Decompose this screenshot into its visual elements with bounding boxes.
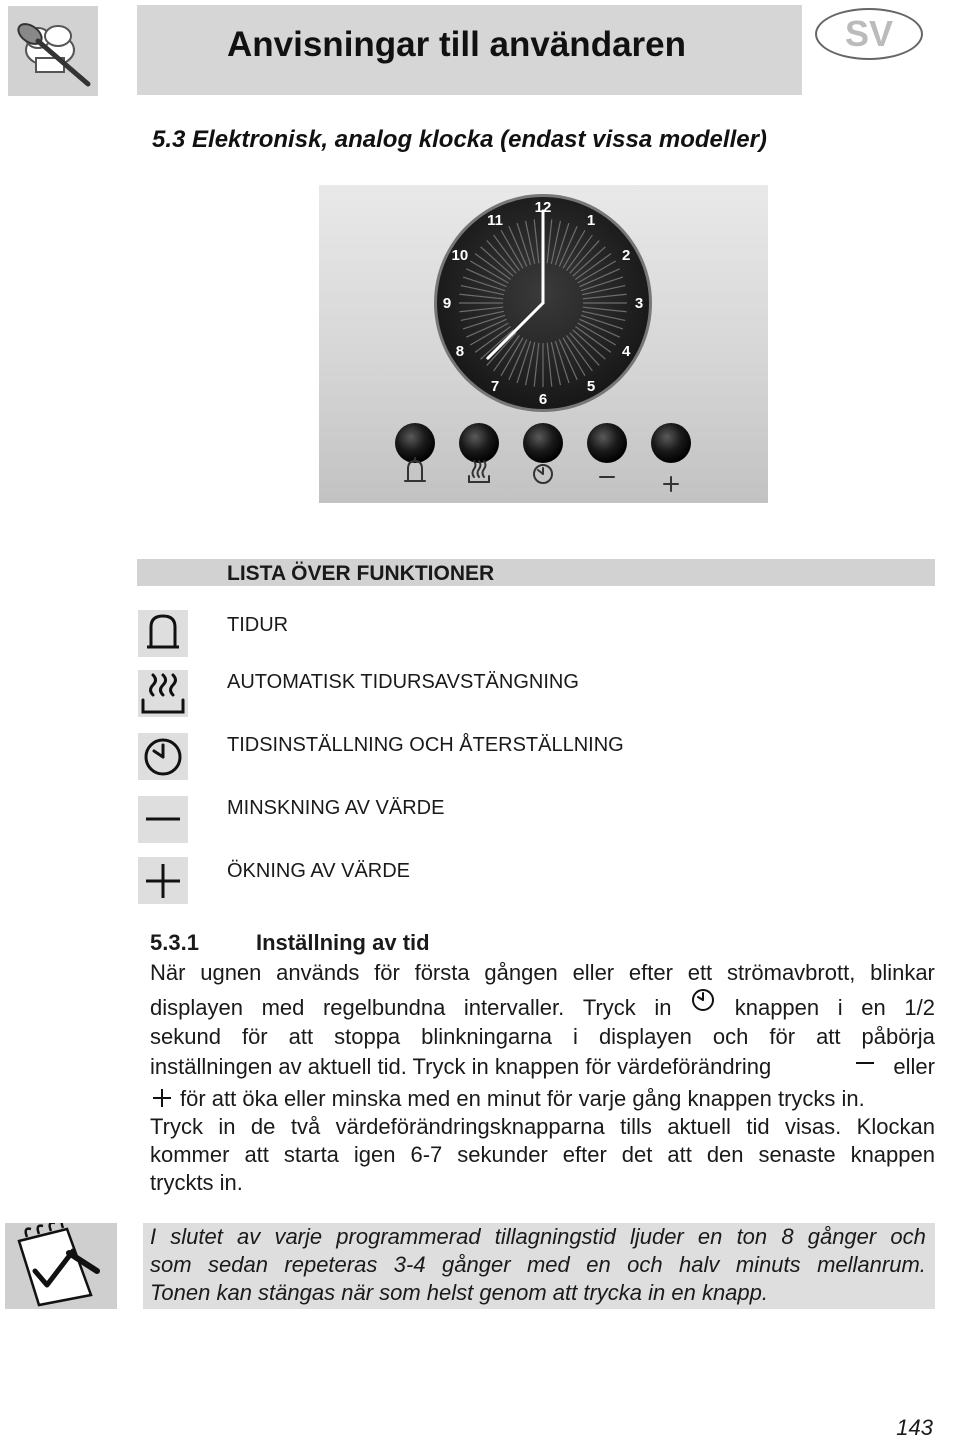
word: och bbox=[712, 1024, 749, 1049]
bell-icon bbox=[138, 610, 188, 657]
word: halv bbox=[679, 1252, 720, 1277]
word: ljuder bbox=[629, 1224, 684, 1249]
word: en bbox=[697, 1224, 723, 1249]
subsection-number: 5.3.1 bbox=[150, 930, 199, 955]
dial-number: 11 bbox=[487, 211, 503, 229]
word: de bbox=[250, 1114, 276, 1139]
word: minuts bbox=[735, 1252, 801, 1277]
word: 3-4 bbox=[393, 1252, 426, 1277]
word: strömavbrott, bbox=[726, 960, 856, 985]
function-icon-box bbox=[138, 610, 188, 657]
function-list-header bbox=[137, 559, 935, 586]
page-number: 143 bbox=[896, 1415, 933, 1440]
word: knappen bbox=[734, 995, 820, 1020]
function-icon-box bbox=[138, 670, 188, 717]
note-line-2 bbox=[150, 1252, 926, 1278]
word: blinkningarna bbox=[421, 1024, 553, 1049]
note-box bbox=[143, 1223, 935, 1309]
function-icon-box bbox=[138, 857, 188, 904]
body-line-4-end: eller bbox=[893, 1054, 935, 1079]
word: att bbox=[816, 1024, 841, 1049]
function-label-timer: TIDUR bbox=[227, 614, 289, 636]
word: in bbox=[218, 1114, 236, 1139]
function-label-decrease: MINSKNING AV VÄRDE bbox=[227, 797, 445, 819]
control-button bbox=[459, 423, 499, 463]
word: det bbox=[621, 1142, 653, 1167]
section-heading: 5.3 Elektronisk, analog klocka (endast vissa modeller) bbox=[152, 126, 767, 153]
clock-control-panel bbox=[319, 185, 768, 503]
clock-icon bbox=[138, 733, 188, 780]
body-line-3 bbox=[150, 1024, 935, 1050]
word: med bbox=[261, 995, 305, 1020]
function-label-increase: ÖKNING AV VÄRDE bbox=[227, 860, 411, 882]
word: aktuell bbox=[667, 1114, 731, 1139]
word: värdeförändringsknapparna bbox=[335, 1114, 605, 1139]
word: ton bbox=[736, 1224, 768, 1249]
body-line-5-text: för att öka eller minska med en minut för varje gång knappen trycks in. bbox=[180, 1086, 865, 1111]
notepad-check-icon bbox=[5, 1223, 117, 1309]
page-title: Anvisningar till användaren bbox=[227, 25, 686, 64]
plus-icon bbox=[664, 477, 678, 491]
body-line-5 bbox=[150, 1086, 935, 1112]
clock-icon bbox=[690, 987, 716, 1013]
steam-tray-icon bbox=[469, 461, 489, 482]
control-button bbox=[587, 423, 627, 463]
word: gånger bbox=[807, 1224, 877, 1249]
word: regelbundna bbox=[322, 995, 446, 1020]
body-line-6 bbox=[150, 1114, 935, 1140]
word: som bbox=[150, 1252, 192, 1277]
word: repeteras bbox=[284, 1252, 378, 1277]
function-icon-box bbox=[138, 733, 188, 780]
word: tills bbox=[620, 1114, 652, 1139]
word: med bbox=[526, 1252, 570, 1277]
word: visas. bbox=[785, 1114, 842, 1139]
word: intervaller. bbox=[463, 995, 565, 1020]
word: och bbox=[890, 1224, 926, 1249]
word: varje bbox=[274, 1224, 323, 1249]
note-line-1 bbox=[150, 1224, 926, 1250]
word: i bbox=[573, 1024, 578, 1049]
word: i bbox=[837, 995, 843, 1020]
body-line-7 bbox=[150, 1142, 935, 1168]
word: tillagningstid bbox=[494, 1224, 616, 1249]
word: igen bbox=[353, 1142, 396, 1167]
function-label-auto-shutoff: AUTOMATISK TIDURSAVSTÄNGNING bbox=[227, 671, 579, 693]
word: 8 bbox=[781, 1224, 794, 1249]
word: gången bbox=[484, 960, 558, 985]
control-button bbox=[523, 423, 563, 463]
steam-tray-icon bbox=[138, 670, 188, 717]
minus-icon bbox=[138, 796, 188, 843]
word: används bbox=[276, 960, 360, 985]
word: starta bbox=[283, 1142, 339, 1167]
dial-number: 10 bbox=[451, 247, 469, 264]
word: av bbox=[237, 1224, 261, 1249]
word: två bbox=[290, 1114, 321, 1139]
dial-number: 2 bbox=[621, 247, 631, 264]
word: sekunder bbox=[457, 1142, 548, 1167]
word: 1/2 bbox=[904, 995, 935, 1020]
word: efter bbox=[628, 960, 673, 985]
word: en bbox=[586, 1252, 611, 1277]
dial-number: 12 bbox=[534, 199, 552, 216]
word: I bbox=[150, 1224, 157, 1249]
word: en bbox=[861, 995, 886, 1020]
title-bar bbox=[137, 5, 802, 95]
spoon-chef-hat-icon bbox=[8, 6, 98, 96]
word: När bbox=[150, 960, 186, 985]
minus-icon bbox=[853, 1057, 877, 1077]
note-icon-box bbox=[5, 1223, 117, 1309]
word: att bbox=[244, 1142, 269, 1167]
word: påbörja bbox=[861, 1024, 935, 1049]
word: tid bbox=[746, 1114, 770, 1139]
word: efter bbox=[562, 1142, 607, 1167]
word: sekund bbox=[150, 1024, 221, 1049]
language-badge: SV bbox=[815, 8, 923, 60]
word: sedan bbox=[208, 1252, 268, 1277]
word: för bbox=[241, 1024, 268, 1049]
function-icon-box bbox=[138, 796, 188, 843]
word: in bbox=[654, 995, 672, 1020]
body-line-1 bbox=[150, 960, 935, 986]
word: för bbox=[374, 960, 400, 985]
clock-panel-illustration bbox=[319, 185, 768, 503]
word: att bbox=[667, 1142, 692, 1167]
word: ugnen bbox=[200, 960, 262, 985]
word: och bbox=[627, 1252, 663, 1277]
body-line-2 bbox=[150, 995, 935, 1021]
word: senaste bbox=[758, 1142, 836, 1167]
function-label-time-setting: TIDSINSTÄLLNING OCH ÅTERSTÄLLNING bbox=[227, 734, 624, 756]
dial-number: 4 bbox=[621, 343, 631, 360]
word: slutet bbox=[170, 1224, 223, 1249]
word: kommer bbox=[150, 1142, 230, 1167]
plus-icon bbox=[138, 857, 188, 904]
word: Tryck bbox=[582, 995, 636, 1020]
dial-number: 5 bbox=[586, 378, 596, 396]
word: Tryck bbox=[150, 1114, 203, 1139]
word: knappen bbox=[850, 1142, 935, 1167]
subsection-title: Inställning av tid bbox=[256, 930, 430, 955]
word: eller bbox=[572, 960, 615, 985]
word: första bbox=[414, 960, 470, 985]
dial-number: 1 bbox=[586, 211, 596, 229]
word: för bbox=[769, 1024, 796, 1049]
clock-icon bbox=[534, 465, 552, 483]
dial-number: 6 bbox=[538, 391, 548, 408]
word: gånger bbox=[442, 1252, 511, 1277]
plus-icon bbox=[150, 1089, 174, 1111]
body-line-4 bbox=[150, 1054, 935, 1080]
function-list-title: LISTA ÖVER FUNKTIONER bbox=[227, 562, 495, 585]
word: ett bbox=[687, 960, 713, 985]
word: displayen bbox=[598, 1024, 692, 1049]
dial-number: 7 bbox=[490, 378, 500, 396]
logo bbox=[8, 6, 98, 96]
dial-number: 3 bbox=[634, 295, 644, 312]
word: Klockan bbox=[856, 1114, 935, 1139]
word: 6-7 bbox=[410, 1142, 443, 1167]
word: blinkar bbox=[870, 960, 935, 985]
dial-number: 8 bbox=[455, 343, 465, 360]
word: att bbox=[288, 1024, 314, 1049]
body-line-4-text: inställningen av aktuell tid. Tryck in knappen för värdeförändring bbox=[150, 1054, 772, 1079]
control-button bbox=[651, 423, 691, 463]
body-line-8: tryckts in. bbox=[150, 1170, 243, 1195]
note-line-3: Tonen kan stängas när som helst genom att trycka in en knapp. bbox=[150, 1280, 768, 1305]
word: displayen bbox=[150, 995, 243, 1020]
word: programmerad bbox=[336, 1224, 481, 1249]
dial-number: 9 bbox=[442, 295, 452, 312]
word: den bbox=[706, 1142, 744, 1167]
word: mellanrum. bbox=[817, 1252, 926, 1277]
word: stoppa bbox=[334, 1024, 401, 1049]
